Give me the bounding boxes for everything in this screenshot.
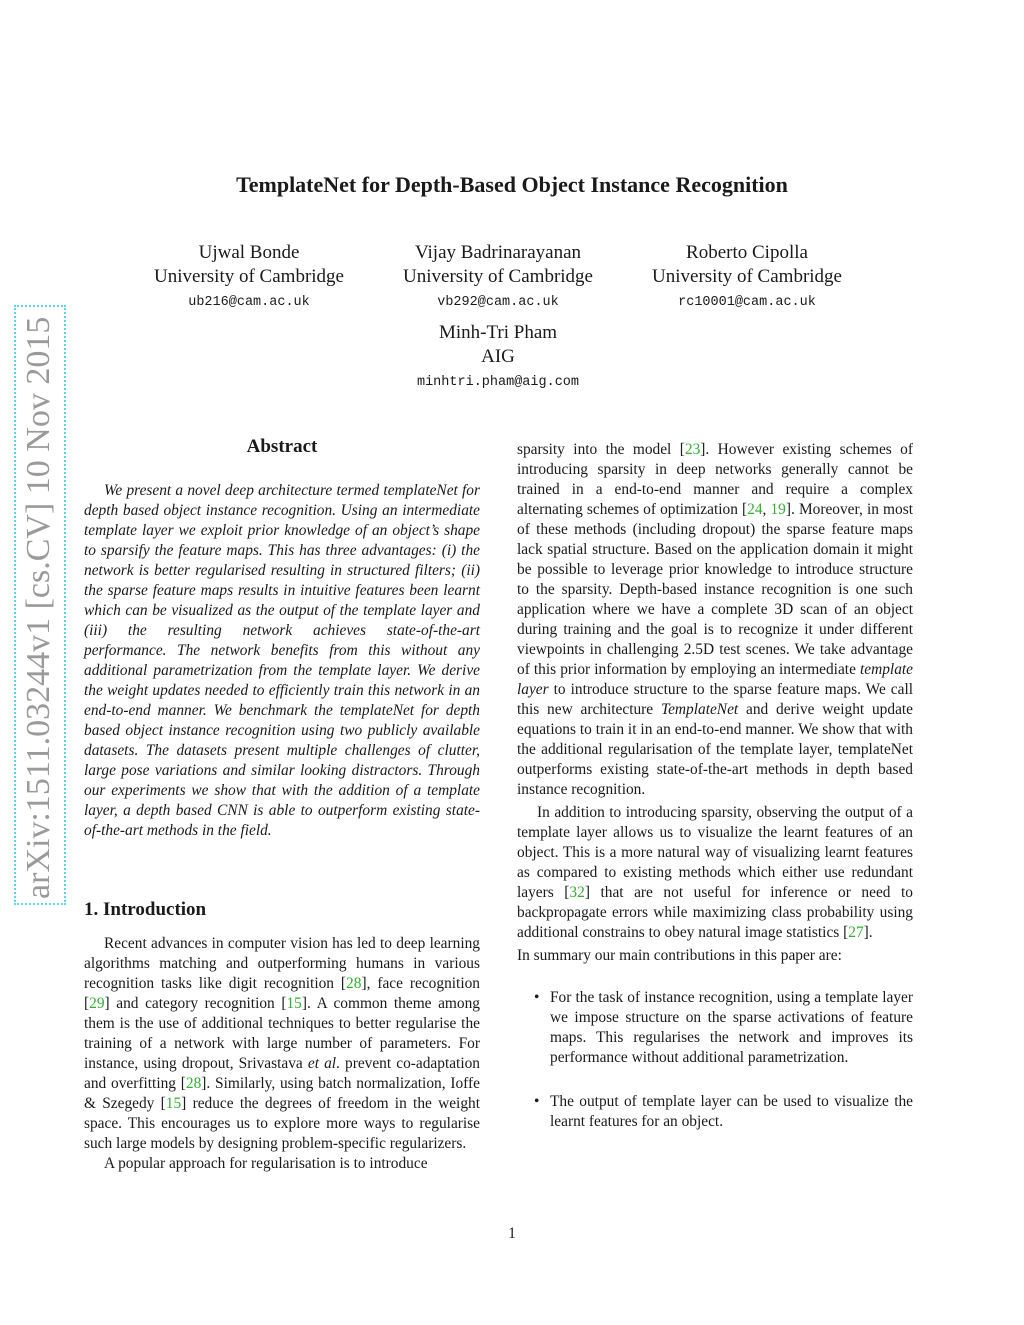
page-number: 1 [508, 1225, 516, 1242]
emphasis: TemplateNet [660, 701, 739, 718]
author-email: ub216@cam.ac.uk [188, 295, 310, 310]
citation-link[interactable]: 15 [286, 995, 302, 1012]
citation-link[interactable]: 28 [185, 1075, 202, 1092]
bullet-icon: • [534, 989, 540, 1006]
author-affiliation: University of Cambridge [403, 266, 593, 287]
abstract-heading: Abstract [246, 436, 318, 457]
citation-link[interactable]: 28 [346, 975, 362, 992]
author-affiliation: University of Cambridge [154, 266, 344, 287]
author-name: Roberto Cipolla [686, 242, 808, 263]
contributions-list [517, 988, 913, 1132]
citation-link[interactable]: 29 [89, 995, 105, 1012]
right-paragraph-1: sparsity into the model [23]. However existing schemes of introducing sparsity in deep networks generally cannot be trained in a end-to-end manner and require a complex alternating schemes of optimization [24, 19]. Moreover, in most of these methods (including dropout) the sparse feature maps lack spatial structure. Based on the application domain it might be possible to leverage prior knowledge to introduce structure to the sparsity. Depth-based instance recognition is one such application where we have a complete 3D scan of an object during training and the goal is to recognize it under different viewpoints in challenging 2.5D test scenes. We take advantage of this prior information by employing an intermediate template layer to introduce structure to the sparse feature maps. We call this new architecture TemplateNet and derive weight update equations to train it in an end-to-end manner. We show that with the additional regularisation of the template layer, templateNet outperforms existing state-of-the-art methods in depth based instance recognition. [517, 441, 914, 798]
right-paragraph-3: In summary our main contributions in this paper are: [517, 947, 842, 964]
citation-link[interactable]: 32 [569, 884, 585, 901]
list-item: • The output of template layer can be used to visualize the learnt features for an object. [534, 1093, 913, 1130]
arxiv-stamp: arXiv:1511.03244v1 [cs.CV] 10 Nov 2015 [14, 305, 66, 905]
citation-link[interactable]: 15 [165, 1095, 182, 1112]
abstract-body [84, 481, 480, 841]
paper-title: TemplateNet for Depth-Based Object Instance Recognition [236, 172, 788, 197]
author-affiliation: University of Cambridge [652, 266, 842, 287]
list-item: • For the task of instance recognition, using a template layer we impose structure on the sparse activations of feature maps. This regularises the network and improves its performance without additional parametrization. [534, 989, 913, 1066]
author-name: Vijay Badrinarayanan [414, 242, 582, 263]
author-email: rc10001@cam.ac.uk [678, 295, 816, 310]
author-block-2 [368, 241, 628, 315]
emphasis: et al [307, 1055, 337, 1072]
author-block-3 [617, 241, 877, 315]
intro-paragraph-1: Recent advances in computer vision has led to deep learning algorithms matching and outperforming humans in various recognition tasks like digit recognition [28], face recognition [29] and category recognition [15]. A common theme among them is the use of additional techniques to better regularise the training of a network with large number of parameters. For instance, using dropout, Srivastava et al. prevent co-adaptation and overfitting [28]. Similarly, using batch normalization, Ioffe & Szegedy [15] reduce the degrees of freedom in the weight space. This encourages us to explore more ways to regularise such large models by designing problem-specific regularizers. [84, 935, 480, 1152]
abstract-text: We present a novel deep architecture termed templateNet for depth based object instance recognition. Using an intermediate template layer we exploit prior knowledge of an object’s shape to sparsify the feature maps. This has three advantages: (i) the network is better regularised resulting in structured filters; (ii) the sparse feature maps results in intuitive features been learnt which can be visualized as the output of the template layer and (iii) the resulting network achieves state-of-the-art performance. The network benefits from this without any additional parametrization from the template layer. We derive the weight updates needed to efficiently train this network in an end-to-end manner. We benchmark the templateNet for depth based object instance recognition using two publicly available datasets. The datasets present multiple challenges of clutter, large pose variations and similar looking distractors. Through our experiments we show that with the addition of a template layer, a depth based CNN is able to outperform existing state-of-the-art methods in the field. [84, 482, 480, 839]
citation-link[interactable]: 27 [848, 924, 864, 941]
author-affiliation: AIG [481, 346, 515, 367]
author-email: vb292@cam.ac.uk [437, 295, 559, 310]
section-heading-introduction: 1. Introduction [84, 899, 207, 920]
author-name: Ujwal Bonde [198, 242, 300, 263]
right-paragraph-2: In addition to introducing sparsity, observing the output of a template layer allows us to visualize the learnt features of an object. This is a more natural way of visualizing learnt features as compared to existing methods which either use redundant layers [32] that are not useful for inference or need to backpropagate errors while maximizing class probability using additional constrains to obey natural image statistics [27]. [517, 804, 913, 941]
introduction-body [84, 934, 480, 1174]
citation-link[interactable]: 23 [684, 441, 701, 458]
emphasis: template layer [517, 661, 913, 698]
author-name: Minh-Tri Pham [438, 322, 558, 343]
citation-link[interactable]: 24 [747, 501, 763, 518]
intro-paragraph-2: A popular approach for regularisation is to introduce [104, 1155, 428, 1172]
bullet-icon: • [534, 1093, 540, 1110]
author-block-1 [119, 241, 379, 315]
right-column-body [517, 440, 913, 1156]
author-block-4 [368, 321, 628, 395]
author-email: minhtri.pham@aig.com [416, 375, 580, 390]
citation-link[interactable]: 19 [770, 501, 786, 518]
